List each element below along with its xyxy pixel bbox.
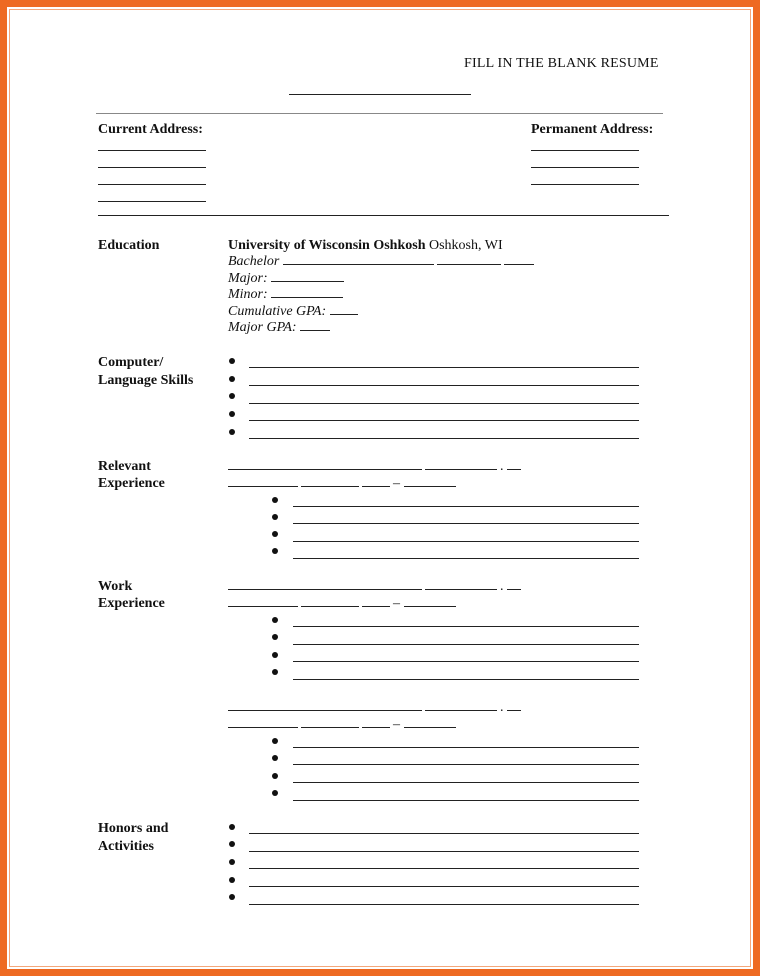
relevant-employer-line: . [228, 459, 524, 476]
employer-blank[interactable] [228, 579, 422, 590]
minor-blank[interactable] [271, 287, 343, 298]
current-address-label: Current Address: [98, 122, 203, 137]
honor-blank[interactable] [249, 851, 639, 852]
bullet-icon [272, 548, 278, 554]
work-employer-line-2: . [228, 700, 524, 717]
degree-line [228, 254, 537, 271]
skill-blank[interactable] [249, 420, 639, 421]
state-blank[interactable] [507, 700, 521, 711]
duty-blank[interactable] [293, 626, 639, 627]
permanent-address-blank[interactable] [531, 184, 639, 185]
employer-blank[interactable] [228, 459, 422, 470]
duty-blank[interactable] [293, 558, 639, 559]
work-employer-line: . [228, 579, 524, 596]
degree-blank[interactable] [504, 254, 534, 265]
bullet-icon [229, 376, 235, 382]
duty-blank[interactable] [293, 523, 639, 524]
major-gpa-line [228, 320, 333, 337]
bullet-icon [229, 894, 235, 900]
relevant-label-line2: Experience [98, 476, 165, 491]
honor-blank[interactable] [249, 833, 639, 834]
bullet-icon [229, 411, 235, 417]
skills-label-line1: Computer/ [98, 355, 164, 370]
current-address-blank[interactable] [98, 184, 206, 185]
bullet-icon [229, 859, 235, 865]
major-blank[interactable] [271, 271, 344, 282]
bullet-icon [272, 738, 278, 744]
work-date-line [228, 596, 459, 613]
honor-blank[interactable] [249, 886, 639, 887]
end-date-blank[interactable] [404, 717, 456, 728]
duty-blank[interactable] [293, 541, 639, 542]
relevant-label-line1: Relevant [98, 459, 151, 474]
duty-blank[interactable] [293, 764, 639, 765]
skill-blank[interactable] [249, 385, 639, 386]
relevant-date-line [228, 476, 459, 493]
duty-blank[interactable] [293, 506, 639, 507]
work-date-line-2 [228, 717, 459, 734]
location-blank[interactable] [425, 579, 497, 590]
skill-blank[interactable] [249, 367, 639, 368]
current-address-blank[interactable] [98, 167, 206, 168]
honors-label-line2: Activities [98, 839, 154, 854]
state-blank[interactable] [507, 579, 521, 590]
major-line [228, 271, 347, 288]
title-blank[interactable] [228, 717, 298, 728]
cumulative-gpa-label: Cumulative GPA: [228, 304, 327, 319]
school-location: Oshkosh, WI [428, 238, 503, 253]
honors-label-line1: Honors and [98, 821, 169, 836]
bullet-icon [272, 773, 278, 779]
bullet-icon [229, 429, 235, 435]
bullet-icon [272, 669, 278, 675]
title-blank[interactable] [228, 476, 298, 487]
work-label-line2: Experience [98, 596, 165, 611]
current-address-blank[interactable] [98, 150, 206, 151]
minor-line [228, 287, 346, 304]
bullet-icon [229, 393, 235, 399]
degree-blank[interactable] [283, 254, 434, 265]
bullet-icon [272, 634, 278, 640]
bullet-icon [272, 514, 278, 520]
bullet-icon [272, 790, 278, 796]
permanent-address-blank[interactable] [531, 167, 639, 168]
date-dash: – [393, 717, 400, 732]
bullet-icon [229, 358, 235, 364]
honor-blank[interactable] [249, 868, 639, 869]
duty-blank[interactable] [293, 679, 639, 680]
start-year-blank[interactable] [362, 717, 390, 728]
start-month-blank[interactable] [301, 476, 359, 487]
end-date-blank[interactable] [404, 476, 456, 487]
major-gpa-blank[interactable] [300, 320, 330, 331]
location-blank[interactable] [425, 700, 497, 711]
bullet-icon [272, 497, 278, 503]
cumulative-gpa-line [228, 304, 361, 321]
end-date-blank[interactable] [404, 596, 456, 607]
start-month-blank[interactable] [301, 596, 359, 607]
permanent-address-label: Permanent Address: [531, 122, 654, 137]
start-year-blank[interactable] [362, 596, 390, 607]
honor-blank[interactable] [249, 904, 639, 905]
address-divider [98, 215, 669, 216]
skills-label-line2: Language Skills [98, 373, 194, 388]
skill-blank[interactable] [249, 403, 639, 404]
employer-blank[interactable] [228, 700, 422, 711]
duty-blank[interactable] [293, 644, 639, 645]
degree-blank[interactable] [437, 254, 501, 265]
school-name: University of Wisconsin Oshkosh [228, 238, 426, 253]
duty-blank[interactable] [293, 661, 639, 662]
major-label: Major: [228, 271, 268, 286]
work-label-line1: Work [98, 579, 133, 594]
bullet-icon [272, 755, 278, 761]
date-dash: – [393, 596, 400, 611]
duty-blank[interactable] [293, 782, 639, 783]
duty-blank[interactable] [293, 747, 639, 748]
degree-label: Bachelor [228, 254, 280, 269]
bullet-icon [229, 841, 235, 847]
education-label: Education [98, 238, 160, 253]
state-blank[interactable] [507, 459, 521, 470]
header-divider [96, 113, 663, 114]
current-address-blank[interactable] [98, 201, 206, 202]
title-blank[interactable] [228, 596, 298, 607]
bullet-icon [229, 877, 235, 883]
skill-blank[interactable] [249, 438, 639, 439]
bullet-icon [272, 617, 278, 623]
major-gpa-label: Major GPA: [228, 320, 297, 335]
resume-title: FILL IN THE BLANK RESUME [464, 56, 659, 71]
start-month-blank[interactable] [301, 717, 359, 728]
bullet-icon [272, 652, 278, 658]
location-blank[interactable] [425, 459, 497, 470]
education-school-line [228, 237, 503, 255]
name-blank[interactable] [289, 94, 471, 95]
cumulative-gpa-blank[interactable] [330, 304, 358, 315]
bullet-icon [272, 531, 278, 537]
bullet-icon [229, 824, 235, 830]
start-year-blank[interactable] [362, 476, 390, 487]
minor-label: Minor: [228, 287, 268, 302]
duty-blank[interactable] [293, 800, 639, 801]
date-dash: – [393, 476, 400, 491]
permanent-address-blank[interactable] [531, 150, 639, 151]
